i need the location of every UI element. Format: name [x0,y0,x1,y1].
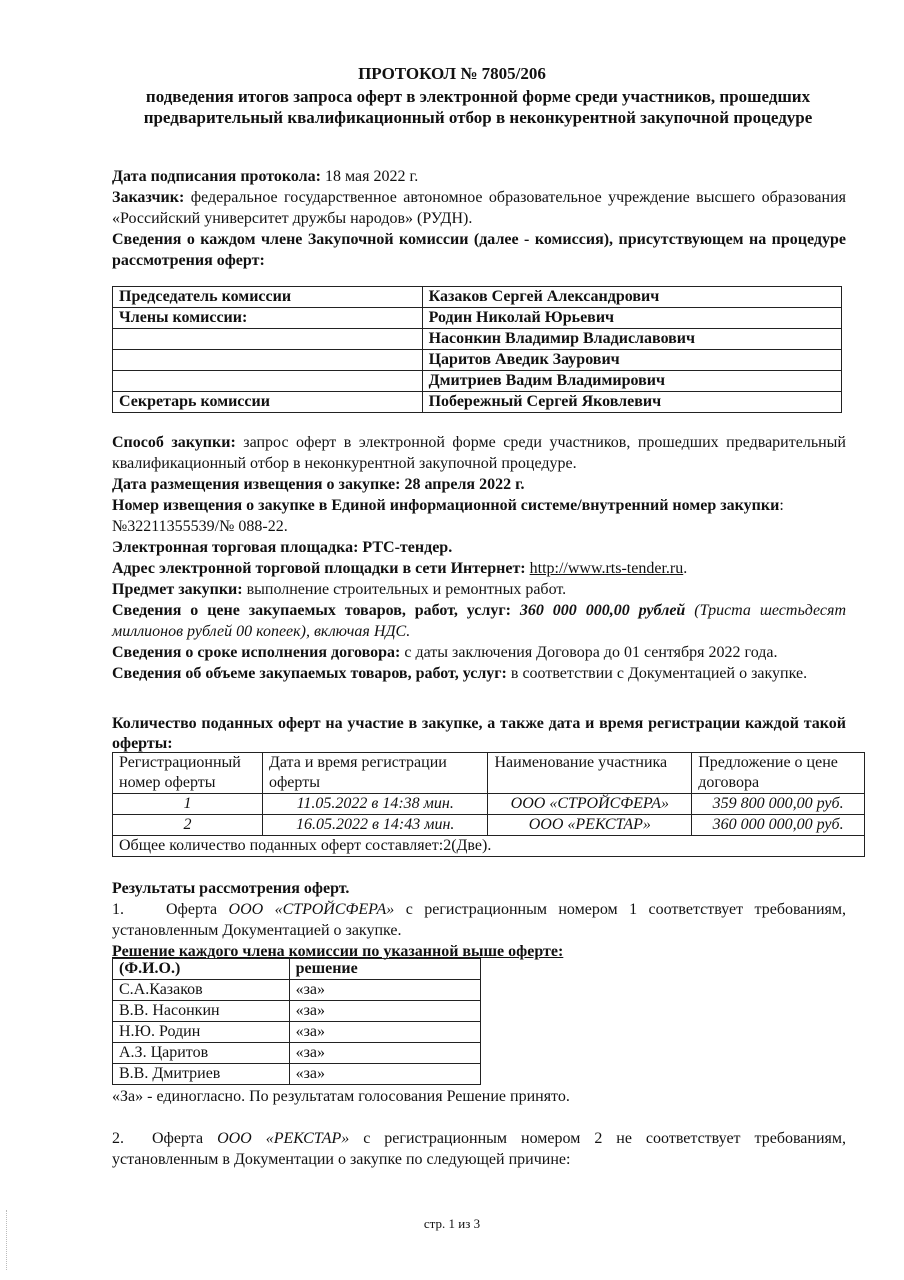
procurement-subject [112,579,846,600]
signing-date-label: Дата подписания протокола: [112,168,321,185]
vote-table [112,958,481,1085]
table-row [113,329,842,350]
results-heading: Результаты рассмотрения оферт. [112,880,350,897]
notice-number-value: №32211355539/№ 088-22. [112,518,288,535]
offers-total: Общее количество поданных оферт составляет:2(Две). [113,836,865,857]
result-item-1 [112,899,846,941]
offers-table [112,752,865,857]
commission-member-name: Царитов Аведик Заурович [422,350,841,371]
commission-heading: Сведения о каждом члене Закупочной комиссии (далее - комиссия), присутствующем на процедуре рассмотрения оферт: [112,231,846,269]
table-row [113,371,842,392]
table-row [113,1001,481,1022]
customer-label: Заказчик: [112,189,185,206]
address-label: Адрес электронной торговой площадки в сети Интернет: [112,560,526,577]
commission-role [113,350,423,371]
vote-member: Н.Ю. Родин [113,1022,290,1043]
result-item-1-prefix: Оферта [166,901,229,918]
table-row [113,392,842,413]
price-info [112,600,846,642]
vote-decision: «за» [289,1043,480,1064]
result-item-2-suffix: с регистрационным номером 2 не соответствует требованиям, установленным в Документации о закупке по следующей причине: [112,1130,847,1168]
term-value: с даты заключения Договора до 01 сентября 2022 года. [400,644,778,661]
notice-number-colon: : [779,497,784,514]
offer-participant: ООО «СТРОЙСФЕРА» [488,794,692,815]
page-number: стр. 1 из 3 [423,1216,481,1231]
commission-role [113,329,423,350]
customer-value: федеральное государственное автономное образовательное учреждение высшего образования «Российский университет дружбы народов» (РУДН). [112,189,846,227]
subject-label: Предмет закупки: [112,581,243,598]
table-row [113,350,842,371]
offer-participant: ООО «РЕКСТАР» [488,815,692,836]
vote-member: В.В. Дмитриев [113,1064,290,1085]
price-label: Сведения о цене закупаемых товаров, работ, услуг: [112,602,511,619]
method-value: запрос оферт в электронной форме среди участников, прошедших предварительный квалификационный отбор в неконкурентной закупочной процедуре. [112,434,846,472]
result-item-1-number: 1. [112,901,124,918]
notice-date: Дата размещения извещения о закупке: 28 апреля 2022 г. [112,476,525,493]
table-header-row [113,753,865,794]
commission-member-name: Дмитриев Вадим Владимирович [422,371,841,392]
table-row [113,1064,481,1085]
column-header: Дата и время регистрации оферты [262,753,488,794]
commission-role: Члены комиссии: [113,308,423,329]
platform-link[interactable]: http://www.rts-tender.ru [529,560,684,577]
commission-role: Председатель комиссии [113,287,423,308]
protocol-subtitle [118,86,838,128]
column-header: Регистрационный номер оферты [113,753,263,794]
volume-value: в соответствии с Документацией о закупке. [506,665,808,682]
term-label: Сведения о сроке исполнения договора: [112,644,401,661]
commission-member-name: Родин Николай Юрьевич [422,308,841,329]
offers-heading: Количество поданных оферт на участие в закупке, а также дата и время регистрации каждой такой оферты: [112,715,846,752]
offer-datetime: 11.05.2022 в 14:38 мин. [262,794,488,815]
offer-number: 2 [113,815,263,836]
customer [112,187,846,229]
trading-platform: Электронная торговая площадка: РТС-тендер. [112,539,453,556]
result-item-2 [112,1128,846,1170]
result-item-1-company: ООО «СТРОЙСФЕРА» [228,901,395,918]
scan-edge-mark [6,1210,8,1270]
column-header: Наименование участника [488,753,692,794]
signing-date [112,166,846,187]
notice-number [112,495,846,537]
volume-label: Сведения об объеме закупаемых товаров, работ, услуг: [112,665,507,682]
commission-member-name: Насонкин Владимир Владиславович [422,329,841,350]
procurement-method [112,432,846,474]
result-item-1-suffix: с регистрационным номером 1 соответствует требованиям, установленным Документацией о закупке. [112,901,847,939]
result-item-2-prefix: Оферта [151,1130,218,1147]
platform-address: Адрес электронной торговой площадки в сети Интернет: http://www.rts-tender.ru. [112,560,688,577]
notice-number-label: Номер извещения о закупке в Единой информационной системе/внутренний номер закупки [112,497,780,514]
offer-price: 359 800 000,00 руб. [692,794,865,815]
volume-info [112,663,846,684]
table-row [113,1022,481,1043]
table-row [113,836,865,857]
vote-decision: «за» [289,1064,480,1085]
signing-date-value: 18 мая 2022 г. [320,168,419,185]
vote-decision: «за» [289,1001,480,1022]
price-value: 360 000 000,00 рублей [519,602,686,619]
commission-member-name: Казаков Сергей Александрович [422,287,841,308]
table-row [113,815,865,836]
offer-datetime: 16.05.2022 в 14:43 мин. [262,815,488,836]
column-header: решение [289,959,480,980]
table-row [113,980,481,1001]
term-info [112,642,846,663]
table-row [113,1043,481,1064]
procurement-details [112,432,846,684]
vote-decision: «за» [289,980,480,1001]
vote-member: В.В. Насонкин [113,1001,290,1022]
table-header-row [113,959,481,980]
commission-role [113,371,423,392]
table-row [113,794,865,815]
commission-role: Секретарь комиссии [113,392,423,413]
table-row [113,287,842,308]
column-header: Предложение о цене договора [692,753,865,794]
offer-number: 1 [113,794,263,815]
vote-member: А.З. Царитов [113,1043,290,1064]
vote-summary: «За» - единогласно. По результатам голосования Решение принято. [112,1088,570,1105]
commission-member-name: Побережный Сергей Яковлевич [422,392,841,413]
info-block [112,166,846,271]
vote-member: С.А.Казаков [113,980,290,1001]
table-row [113,308,842,329]
result-item-2-company: ООО «РЕКСТАР» [217,1130,350,1147]
commission-table [112,286,842,413]
method-label: Способ закупки: [112,434,236,451]
protocol-subtitle-text: подведения итогов запроса оферт в электронной форме среди участников, прошедших предварительный квалификационный отбор в неконкурентной закупочной процедуре [143,87,813,127]
price-words: (Триста шестьдесят миллионов рублей 00 копеек), включая НДС. [112,602,847,640]
vote-decision: «за» [289,1022,480,1043]
vote-heading-text: Решение каждого члена комиссии по указанной выше оферте: [112,943,564,960]
subject-value: выполнение строительных и ремонтных работ. [242,581,567,598]
offer-price: 360 000 000,00 руб. [692,815,865,836]
results-section [112,878,846,962]
protocol-title: ПРОТОКОЛ № 7805/206 [358,64,546,83]
column-header: (Ф.И.О.) [113,959,290,980]
result-item-2-number: 2. [112,1130,124,1147]
